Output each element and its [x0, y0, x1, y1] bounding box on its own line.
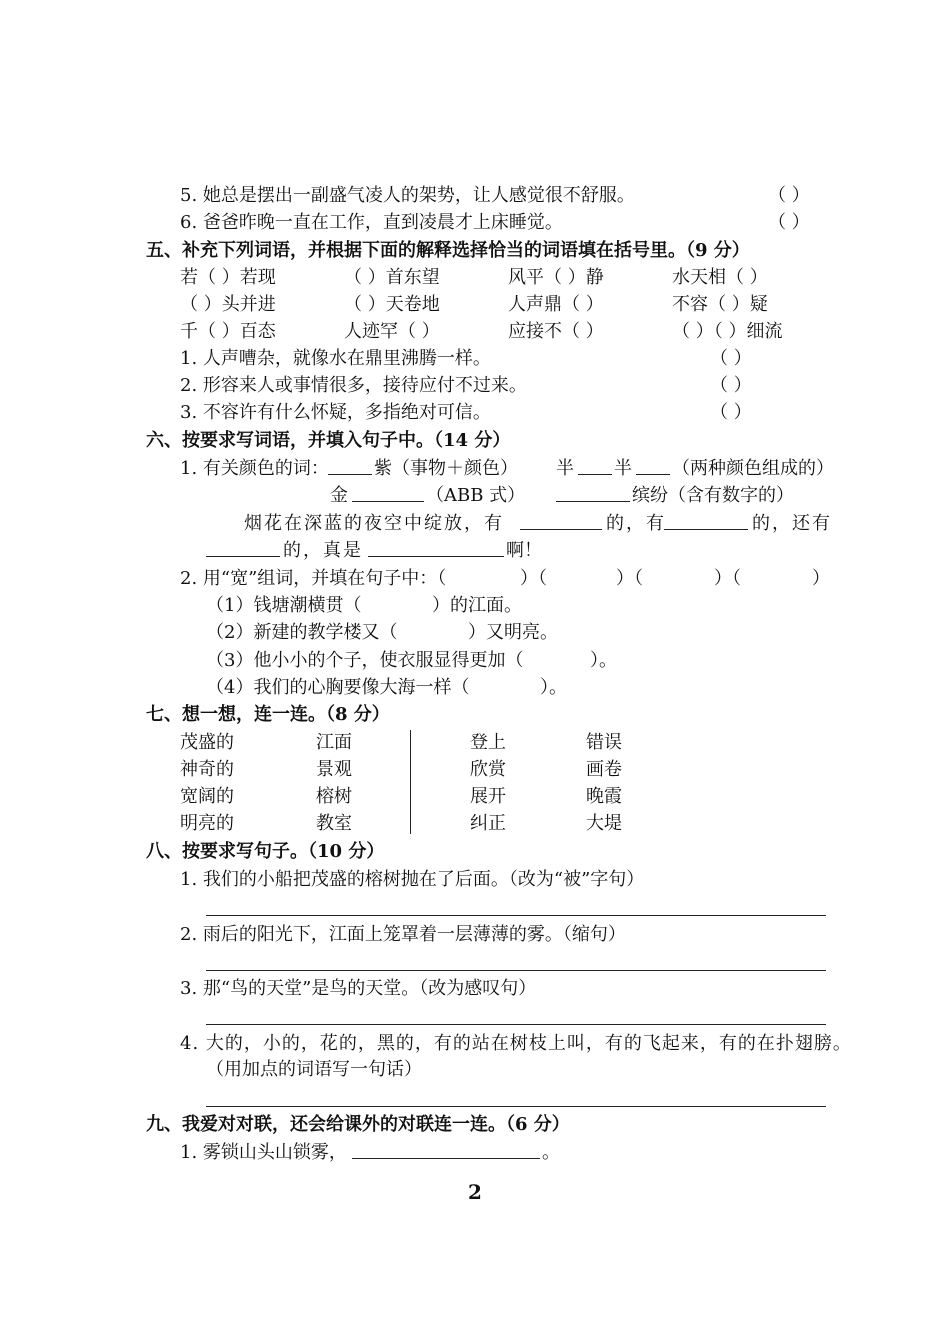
question-row [0, 976, 950, 1002]
match-item[interactable]: 画卷 [586, 759, 622, 780]
section-heading: 九、我爱对对联，还会给课外的对联连一连。（6 分） [146, 1114, 570, 1135]
idiom-row [0, 292, 950, 318]
fill-blank[interactable] [636, 456, 670, 475]
question-text: 1. 我们的小船把茂盛的榕树抛在了后面。（改为“被”字句） [180, 869, 645, 890]
question-text: 6. 爸爸昨晚一直在工作，直到凌晨才上床睡觉。 [180, 212, 563, 233]
match-item[interactable]: 江面 [316, 732, 352, 753]
match-item[interactable]: 宽阔的 [180, 786, 234, 807]
question-text: 1. 人声嘈杂，就像水在鼎里沸腾一样。 [180, 348, 491, 369]
fill-blank[interactable] [664, 511, 748, 530]
question-row [0, 346, 950, 372]
question-text: 2. 雨后的阳光下，江面上笼罩着一层薄薄的雾。（缩句） [180, 924, 626, 945]
idiom-blank[interactable]: 人迹罕（ ） [344, 321, 440, 342]
idiom-blank[interactable]: 不容（ ）疑 [672, 294, 768, 315]
fill-blank[interactable] [578, 456, 612, 475]
question-row [0, 400, 950, 426]
section-heading: 八、按要求写句子。（10 分） [146, 841, 385, 862]
question-row [0, 210, 950, 236]
question-text: 5. 她总是摆出一副盛气凌人的架势，让人感觉很不舒服。 [180, 185, 635, 206]
idiom-row [0, 265, 950, 291]
fill-blank[interactable] [352, 1140, 540, 1159]
question-row [0, 373, 950, 399]
page-number: 2 [468, 1180, 482, 1204]
section-heading: 五、补充下列词语，并根据下面的解释选择恰当的词语填在括号里。（9 分） [146, 240, 750, 261]
sentence-row: 烟花在深蓝的夜空中绽放，有 的，有 的，还有 [244, 513, 832, 534]
match-item[interactable]: 欣赏 [470, 759, 506, 780]
idiom-blank[interactable]: 应接不（ ） [508, 321, 604, 342]
fill-blank[interactable] [520, 511, 602, 530]
answer-line[interactable] [206, 915, 826, 916]
match-item[interactable]: 大堤 [586, 813, 622, 834]
question-text: 4. 大的，小的，花的，黑的，有的站在树枝上叫，有的飞起来，有的在扑翅膀。 [180, 1033, 852, 1054]
answer-line[interactable] [206, 1106, 826, 1107]
section-heading: 六、按要求写词语，并填入句子中。（14 分） [146, 430, 511, 451]
sub-question-row: （4）我们的心胸要像大海一样（ ）。 [206, 677, 567, 698]
sub-question-row: （2）新建的教学楼又（ ）又明亮。 [206, 622, 558, 643]
question-text: 3. 不容许有什么怀疑，多指绝对可信。 [180, 402, 491, 423]
question-row [0, 867, 950, 893]
fill-blank[interactable] [556, 483, 630, 502]
fill-blank[interactable] [206, 538, 280, 557]
fill-blank[interactable] [352, 483, 424, 502]
column-divider [410, 730, 411, 834]
match-item[interactable]: 登上 [470, 732, 506, 753]
answer-paren[interactable]: ）（ [616, 568, 643, 589]
idiom-blank[interactable]: （ ）头并进 [180, 294, 276, 315]
question-row: 1. 雾锁山头山锁雾， 。 [0, 1140, 950, 1166]
match-item[interactable]: 榕树 [316, 786, 352, 807]
question-row [0, 183, 950, 209]
idiom-blank[interactable]: 千（ ）百态 [180, 321, 276, 342]
answer-paren[interactable]: （ ） [768, 185, 810, 206]
idiom-blank[interactable]: （ ）天卷地 [344, 294, 440, 315]
match-item[interactable]: 纠正 [470, 813, 506, 834]
question-row [0, 1057, 950, 1083]
question-text: 2. 用“宽”组词，并填在句子中：（ [180, 568, 447, 589]
match-item[interactable]: 错误 [586, 732, 622, 753]
answer-paren[interactable]: ）（ [520, 568, 547, 589]
question-row [0, 922, 950, 948]
answer-paren[interactable]: （ ） [710, 402, 752, 423]
answer-paren[interactable]: （ ） [710, 348, 752, 369]
idiom-blank[interactable]: 若（ ）若现 [180, 267, 276, 288]
sub-question-row: （1）钱塘潮横贯（ ）的江面。 [206, 595, 522, 616]
color-words-row: 1. 有关颜色的词： 紫（事物＋颜色） 半 半 （两种颜色组成的） [0, 456, 950, 482]
answer-line[interactable] [206, 970, 826, 971]
question-text: 1. 雾锁山头山锁雾， [180, 1142, 347, 1163]
answer-paren[interactable]: ）（ [714, 568, 741, 589]
idiom-row [0, 319, 950, 345]
match-item[interactable]: 神奇的 [180, 759, 234, 780]
question-note: （用加点的词语写一句话） [206, 1059, 422, 1080]
color-words-row: 金 （ABB 式） 缤纷（含有数字的） [330, 485, 794, 506]
idiom-blank[interactable]: （ ）首东望 [344, 267, 440, 288]
question-text: 3. 那“鸟的天堂”是鸟的天堂。（改为感叹句） [180, 978, 537, 999]
question-row [0, 1031, 950, 1057]
match-item[interactable]: 展开 [470, 786, 506, 807]
sentence-row: 的，真是 啊！ [0, 538, 950, 564]
idiom-blank[interactable]: 风平（ ）静 [508, 267, 604, 288]
match-item[interactable]: 明亮的 [180, 813, 234, 834]
fill-blank[interactable] [328, 456, 372, 475]
answer-paren[interactable]: ） [812, 568, 830, 589]
match-item[interactable]: 景观 [316, 759, 352, 780]
answer-paren[interactable]: （ ） [710, 375, 752, 396]
answer-line[interactable] [206, 1024, 826, 1025]
section-heading: 七、想一想，连一连。（8 分） [146, 704, 390, 725]
fill-blank[interactable] [368, 538, 504, 557]
idiom-blank[interactable]: （ ）（ ）细流 [672, 321, 783, 342]
idiom-blank[interactable]: 人声鼎（ ） [508, 294, 604, 315]
question-row [0, 566, 950, 592]
question-label: 1. 有关颜色的词： [180, 458, 329, 479]
question-text: 2. 形容来人或事情很多，接待应付不过来。 [180, 375, 527, 396]
answer-paren[interactable]: （ ） [768, 212, 810, 233]
match-item[interactable]: 晚霞 [586, 786, 622, 807]
match-item[interactable]: 茂盛的 [180, 732, 234, 753]
idiom-blank[interactable]: 水天相（ ） [672, 267, 768, 288]
match-item[interactable]: 教室 [316, 813, 352, 834]
sub-question-row: （3）他小小的个子，使衣服显得更加（ ）。 [206, 650, 617, 671]
